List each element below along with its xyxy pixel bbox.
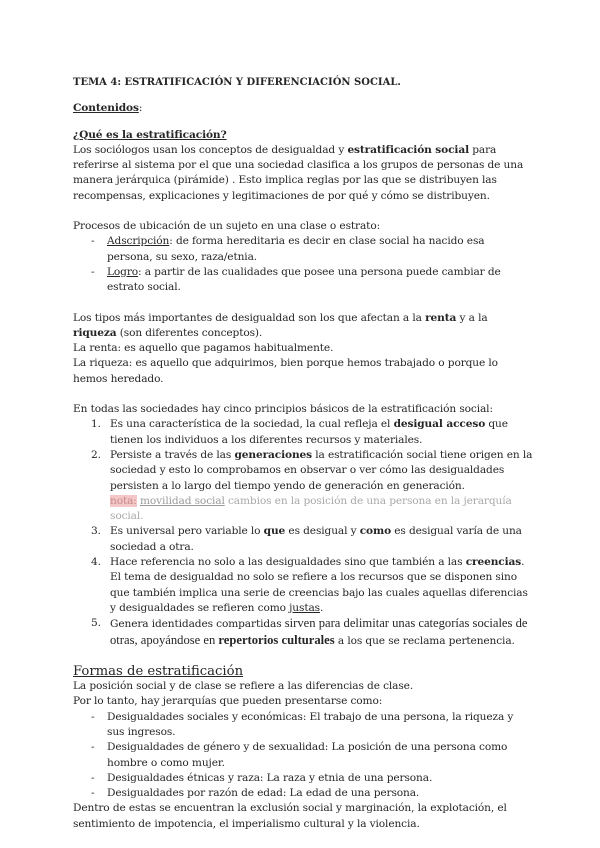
item-number: 5. (91, 617, 101, 630)
list-item (73, 524, 533, 555)
principle-text: Persiste a través de las (110, 448, 235, 461)
principle-large-text: sirven para delimitar unas categorías sociales de otras, apoyándose en (110, 616, 528, 647)
types-text-mid: y a la (456, 311, 488, 324)
closing-paragraph: Dentro de estas se encuentran la exclusión social y marginación, la explotación, el sentimiento de impotencia, el imperialismo cultural y la violencia. (73, 802, 507, 830)
principle-bold-term: que (263, 525, 286, 538)
principle-text: Hace referencia no solo a las desigualdades sino que también a las (110, 556, 466, 569)
principle-bold-term: como (359, 525, 392, 538)
list-item (73, 265, 533, 296)
types-text-start: Los tipos más importantes de desigualdad son los que afectan a la (73, 311, 426, 324)
item-number: 4. (91, 556, 101, 569)
process-term: Logro (107, 265, 139, 278)
principle-text: . (511, 634, 515, 647)
intro-paragraph (73, 143, 533, 204)
types-paragraph (73, 311, 533, 342)
contents-heading: Contenidos (73, 102, 139, 115)
list-item (73, 616, 533, 649)
item-number: 1. (91, 418, 101, 431)
justas-link[interactable]: justas (289, 601, 320, 614)
intro-text-start: Los sociólogos usan los conceptos de desigualdad y (73, 143, 348, 156)
principle-text: la estratificación social tiene origen en la sociedad y esto lo comprobamos en observar o ver cómo las desigualdades persisten a lo largo del tiempo yendo de generación en generación. (110, 448, 533, 492)
principle-text: a los que se reclama pertenencia (334, 634, 512, 647)
principles-intro: En todas las sociedades hay cinco principios básicos de la estratificación social: (73, 403, 493, 416)
list-item (73, 555, 533, 616)
list-item (73, 448, 533, 524)
item-number: 3. (91, 525, 101, 538)
list-item (73, 417, 533, 448)
processes-intro: Procesos de ubicación de un sujeto en una clase o estrato: (73, 220, 381, 233)
principle-bold-term: repertorios culturales (218, 632, 335, 647)
principles-list (73, 417, 533, 648)
principle-bold-term: desigual acceso (393, 418, 486, 431)
list-item: - Desigualdades de género y de sexualidad: La posición de una persona como hombre o como mujer. (73, 740, 533, 771)
principle-text: Genera identidades compartidas (110, 618, 285, 631)
types-text-end: (son diferentes conceptos). (116, 326, 263, 339)
principle-text: es desigual y (285, 525, 360, 538)
principle-bold-term: creencias (465, 556, 522, 569)
riqueza-definition: La riqueza: es aquello que adquirimos, bien porque hemos trabajado o porque lo hemos heredado. (73, 357, 498, 385)
note-link[interactable]: movilidad social (140, 494, 225, 507)
contents-colon: : (138, 102, 143, 115)
types-bold-riqueza: riqueza (73, 326, 117, 339)
note-tag: nota: (110, 494, 137, 507)
document-body (73, 75, 533, 832)
list-item: - Desigualdades étnicas y raza: La raza y etnia de una persona. (73, 771, 533, 786)
process-text: : de forma hereditaria es decir en clase social ha nacido esa persona, su sexo, raza/etnia. (107, 235, 485, 263)
question-heading: ¿Qué es la estratificación? (73, 128, 227, 141)
processes-list (73, 234, 533, 295)
list-item (73, 234, 533, 265)
principle-text: es desigual varía de una sociedad a otra. (110, 525, 522, 553)
contents-line (73, 101, 533, 116)
note-text: cambios en la posición de una persona en la jerarquía social. (110, 494, 512, 523)
document-title: TEMA 4: ESTRATIFICACIÓN Y DIFERENCIACIÓN SOCIAL. (73, 77, 401, 88)
renta-definition: La renta: es aquello que pagamos habitualmente. (73, 342, 334, 355)
forms-intro-1: La posición social y de clase se refiere a las diferencias de clase. (73, 680, 414, 693)
intro-bold-term: estratificación social (347, 143, 469, 156)
intro-text-end: para referirse al sistema por el que una sociedad clasifica a los grupos de personas de una manera jerárquica (pirámide) . Esto implica reglas por las que se distribuyen las recompensas, explicaciones y legitimaciones de por qué y cómo se distribuyen. (73, 143, 524, 202)
principle-text: Es universal pero variable lo (110, 525, 264, 538)
principle-text: que tienen los individuos a los diferentes recursos y materiales. (110, 418, 508, 446)
principle-text: . (319, 601, 324, 614)
principle-bold-term: generaciones (234, 448, 312, 461)
list-item: - Desigualdades sociales y económicas: El trabajo de una persona, la riqueza y sus ingresos. (73, 710, 533, 741)
principle-text: . El tema de desigualdad no solo se refiere a los recursos que se disponen sino que también implica una serie de creencias bajo las cuales aquellas diferencias y desigualdades se refieren como (110, 556, 528, 614)
forms-intro-2: Por lo tanto, hay jerarquías que pueden presentarse como: (73, 695, 383, 708)
principle-text: Es una característica de la sociedad, la cual refleja el (110, 418, 394, 431)
process-text: : a partir de las cualidades que posee una persona puede cambiar de estrato social. (107, 265, 501, 294)
types-bold-renta: renta (425, 311, 457, 324)
list-item: - Desigualdades por razón de edad: La edad de una persona. (73, 786, 533, 801)
process-term: Adscripción (107, 235, 170, 248)
forms-list (73, 710, 533, 802)
forms-heading: Formas de estratificación (73, 663, 244, 679)
item-number: 2. (91, 448, 101, 461)
